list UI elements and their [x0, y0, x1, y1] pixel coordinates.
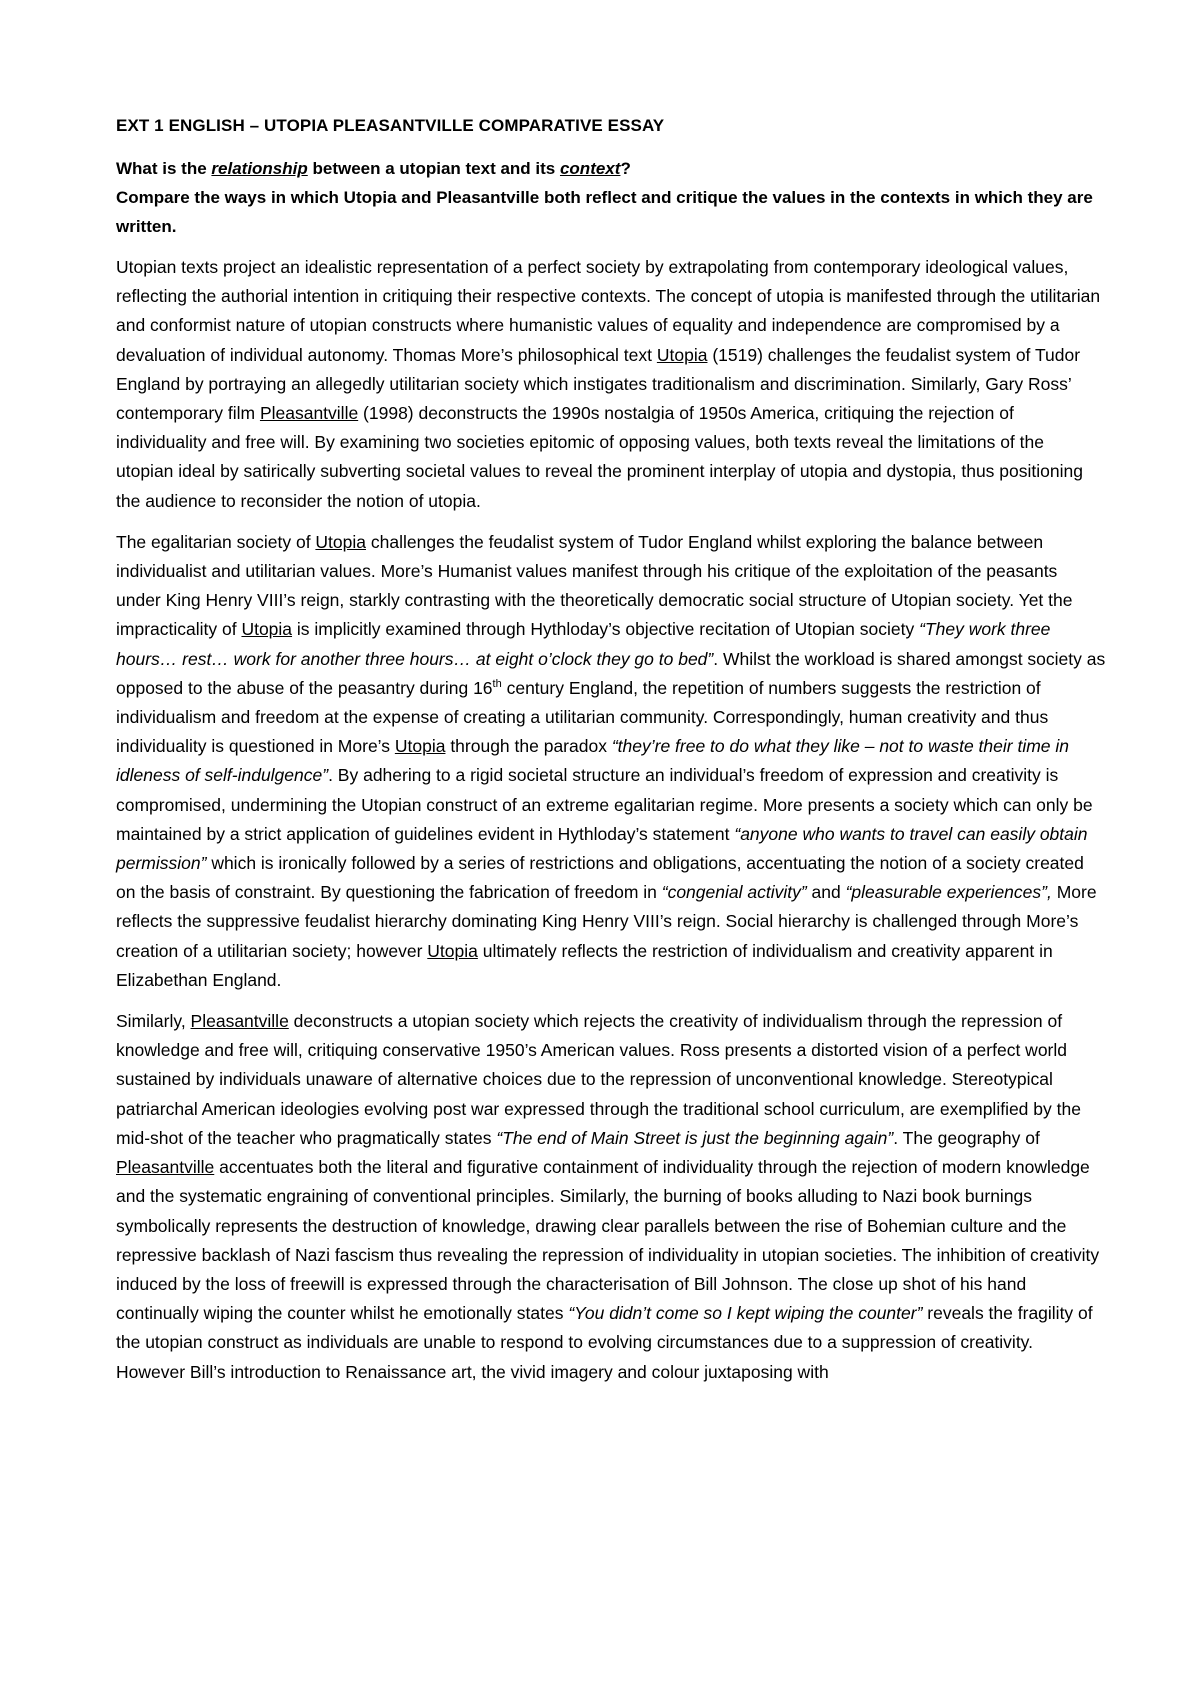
paragraph-text: and	[806, 882, 846, 903]
paragraph-text: . The geography of	[893, 1127, 1040, 1148]
paragraph-text: is implicitly examined through Hythloday’s objective recitation of Utopian society	[292, 619, 920, 640]
quotation: “They work three hours… rest… work for another three hours… at eight o’clock they go to bed”	[116, 619, 1051, 669]
paragraph-text: challenges the feudalist system of Tudor England whilst exploring the balance between individualist and utilitarian values. More’s Humanist values manifest through his critique of the exploitation of the peasants under King Henry VIII’s reign, starkly contrasting with the theoretically democratic social structure of Utopian society. Yet the impracticality of	[116, 531, 1073, 640]
superscript-ordinal: th	[492, 678, 502, 691]
paragraph-text: ultimately reflects the restriction of individualism and creativity apparent in Elizabethan England.	[116, 940, 1053, 990]
question-term-context: context	[559, 159, 621, 178]
paragraph-text: More reflects the suppressive feudalist hierarchy dominating King Henry VIII’s reign. Social hierarchy is challenged through More’s creation of a utilitarian society; however	[116, 882, 1097, 961]
paragraph-text: reveals the fragility of the utopian construct as individuals are unable to respond to evolving circumstances due to a suppression of creativity. However Bill’s introduction to Renaissance art, the vivid imagery and colour juxtaposing with	[116, 1303, 1093, 1382]
question-text: between a utopian text and its	[307, 159, 560, 178]
paragraph-text: which is ironically followed by a series of restrictions and obligations, accentuating the notion of a society created on the basis of constraint. By questioning the fabrication of freedom in	[116, 853, 1084, 903]
quotation: “anyone who wants to travel can easily obtain permission”	[116, 823, 1088, 874]
text-title-utopia: Utopia	[656, 344, 708, 365]
paragraph-text: (1519) challenges the feudalist system of Tudor England by portraying an allegedly utilitarian society which instigates traditionalism and discrimination. Similarly, Gary Ross’ contemporary film	[116, 344, 1081, 424]
text-title-utopia: Utopia	[315, 531, 367, 552]
paragraph-text: (1998) deconstructs the 1990s nostalgia of 1950s America, critiquing the rejection of individuality and free will. By examining two societies epitomic of opposing values, both texts reveal the limitations of the utopian ideal by satirically subverting societal values to reveal the prominent interplay of utopia and dystopia, thus positioning the audience to reconsider the notion of utopia.	[116, 403, 1083, 511]
paragraph-text: accentuates both the literal and figurative containment of individuality through the rejection of modern knowledge and the systematic engraining of conventional principles. Similarly, the burning of books alluding to Nazi book burnings symbolically represents the destruction of knowledge, drawing clear parallels between the rise of Bohemian culture and the repressive backlash of Nazi fascism thus revealing the repression of individuality in utopian societies. The inhibition of creativity induced by the loss of freewill is expressed through the characterisation of Bill Johnson. The close up shot of his hand continually wiping the counter whilst he emotionally states	[116, 1157, 1100, 1324]
paragraph-pleasantville	[116, 1007, 1106, 1387]
paragraph-text: . By adhering to a rigid societal structure an individual’s freedom of expression and creativity is compromised, undermining the Utopian construct of an extreme egalitarian regime. More presents a society which can only be maintained by a strict application of guidelines evident in Hythloday’s statement	[116, 765, 1093, 844]
text-title-pleasantville: Pleasantville	[116, 1157, 215, 1178]
question-prompt: Compare the ways in which Utopia and Pleasantville both reflect and critique the values in the contexts in which they are written.	[116, 188, 1093, 236]
question-text: ?	[620, 159, 631, 178]
question-text: What is the	[116, 159, 212, 178]
paragraph-text: The egalitarian society of	[116, 531, 316, 552]
quotation: “The end of Main Street is just the beginning again”	[496, 1127, 894, 1148]
paragraph-text: through the paradox	[445, 736, 612, 757]
quotation: “they’re free to do what they like – not to waste their time in idleness of self-indulgence”	[116, 736, 1069, 786]
paragraph-text: Similarly,	[116, 1011, 191, 1032]
text-title-utopia: Utopia	[427, 940, 478, 961]
paragraph-text: deconstructs a utopian society which rejects the creativity of individualism through the repression of knowledge and free will, critiquing conservative 1950’s American values. Ross presents a distorted vision of a perfect world sustained by individuals unaware of alternative choices due to the repression of unconventional knowledge. Stereotypical patriarchal American ideologies evolving post war expressed through the traditional school curriculum, are exemplified by the mid-shot of the teacher who pragmatically states	[116, 1011, 1081, 1148]
text-title-pleasantville: Pleasantville	[190, 1011, 289, 1032]
essay-question	[116, 154, 1106, 241]
paragraph-text: Utopian texts project an idealistic representation of a perfect society by extrapolating from contemporary ideological values, reflecting the authorial intention in critiquing their respective contexts. The concept of utopia is manifested through the utilitarian and conformist nature of utopian constructs where humanistic values of equality and independence are compromised by a devaluation of individual autonomy. Thomas More’s philosophical text	[116, 257, 1101, 365]
text-title-utopia: Utopia	[241, 619, 293, 640]
document-body	[116, 112, 1106, 1399]
question-term-relationship: relationship	[211, 159, 308, 178]
text-title-pleasantville: Pleasantville	[259, 403, 359, 424]
document-title: EXT 1 ENGLISH – UTOPIA PLEASANTVILLE COMPARATIVE ESSAY	[116, 116, 665, 135]
paragraph-introduction	[116, 253, 1106, 516]
quotation: “You didn’t come so I kept wiping the counter”	[568, 1303, 923, 1324]
paragraph-text: . Whilst the workload is shared amongst society as opposed to the abuse of the peasantry during 16	[116, 648, 1106, 698]
paragraph-text: century England, the repetition of numbers suggests the restriction of individualism and freedom at the expense of creating a utilitarian community. Correspondingly, human creativity and thus individuality is questioned in More’s	[116, 677, 1049, 757]
quotation: “pleasurable experiences”,	[845, 882, 1052, 903]
paragraph-utopia	[116, 528, 1106, 995]
text-title-utopia: Utopia	[394, 736, 446, 757]
quotation: “congenial activity”	[661, 882, 807, 903]
